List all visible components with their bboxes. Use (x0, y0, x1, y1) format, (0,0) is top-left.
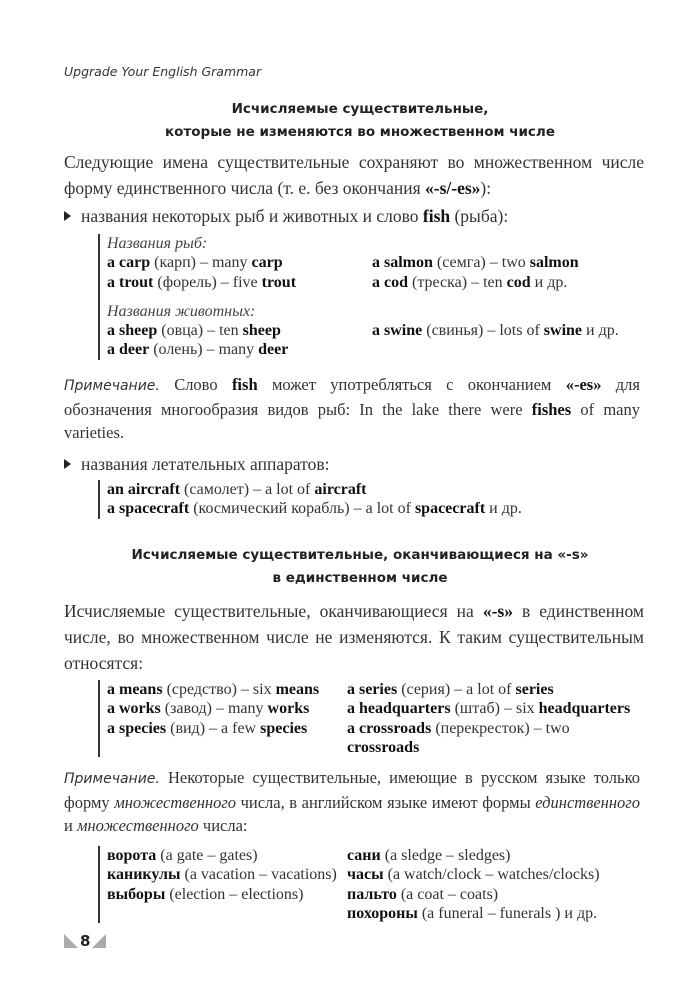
example-cell (347, 846, 510, 865)
example-row (107, 480, 522, 499)
bullet-aircraft (64, 452, 329, 476)
text-run: (семга) – two (432, 254, 530, 272)
example-block-s-nouns (98, 680, 630, 757)
text-run: (завод) – many (160, 700, 268, 718)
bullet-triangle-icon (64, 211, 71, 221)
example-cell (347, 738, 419, 757)
bold-term: a means (107, 681, 163, 698)
intro-paragraph-1 (64, 149, 644, 201)
example-cell (107, 499, 522, 518)
bullet-triangle-icon (64, 459, 71, 469)
text-run: (a watch/clock – watches/clocks) (383, 866, 600, 884)
example-cell (107, 885, 347, 904)
bold-term: works (267, 700, 310, 718)
example-block-plural-only (98, 846, 600, 923)
text-run: (серия) – a lot of (397, 681, 516, 698)
example-cell (107, 865, 347, 884)
example-row (107, 846, 600, 865)
bold-term: a sheep (107, 322, 158, 340)
note-1 (64, 373, 640, 444)
example-cell (347, 885, 498, 904)
bold-term: a deer (107, 341, 150, 359)
text-run: в единственном числе, во множественном числе не изменяются. К таким существительным относятся: (64, 601, 645, 673)
example-cell (107, 699, 347, 718)
example-cell (107, 253, 372, 272)
bold-term: deer (258, 341, 289, 359)
bold-term: a carp (107, 254, 151, 272)
text-run: ): (480, 178, 492, 198)
example-row (107, 273, 619, 292)
bold-term: ворота (107, 847, 157, 864)
bold-term: swine (543, 322, 583, 340)
example-row (107, 865, 600, 884)
example-block-aircraft (98, 480, 522, 519)
text-run: (средство) – six (162, 681, 276, 698)
bold-term: «-s/-es» (425, 178, 481, 198)
example-cell (372, 253, 579, 272)
page-corner-right-icon (92, 934, 106, 948)
section-heading-1 (60, 98, 660, 144)
example-row (107, 340, 619, 359)
bold-term: trout (261, 273, 297, 291)
text-run: Исчисляемые существительные, оканчивающиеся на (64, 601, 483, 621)
note-label: Примечание. (64, 771, 160, 787)
bold-term: каникулы (107, 866, 181, 884)
bold-term: часы (347, 866, 384, 884)
example-row (107, 885, 600, 904)
bold-term: пальто (347, 885, 397, 903)
bold-term: species (260, 719, 308, 737)
text-run: (перекресток) – two (431, 719, 570, 737)
example-block-fish (98, 234, 619, 360)
text-run: (олень) – many (149, 341, 259, 359)
bold-term: a trout (107, 273, 154, 291)
example-cell (372, 321, 619, 340)
bold-term: salmon (529, 254, 579, 272)
example-row (107, 680, 630, 699)
example-cell (107, 738, 347, 757)
bold-term: fish (422, 206, 451, 226)
example-row (107, 699, 630, 718)
section-heading-2 (60, 544, 660, 590)
example-cell (107, 846, 347, 865)
text-run: (космический корабль) – a lot of (189, 500, 415, 518)
text-run: (форель) – five (153, 273, 262, 291)
text-run: и др. (560, 904, 598, 922)
text-run: (овца) – ten (157, 322, 243, 340)
note-label: Примечание. (64, 378, 160, 394)
bold-term: a species (107, 719, 167, 737)
text-run: (самолет) – a lot of (180, 481, 315, 498)
text-run: для обозначения многообразия видов рыб: In the lake there were (64, 375, 640, 419)
caption-animals: Названия животных: (107, 302, 256, 320)
bold-term: fishes (531, 400, 572, 419)
bold-term: a series (347, 681, 398, 698)
text-run: (a coat – coats) (396, 885, 499, 903)
bold-term: sheep (242, 322, 281, 340)
example-cell (347, 699, 630, 718)
example-cell (347, 904, 597, 923)
page-number-text: 8 (80, 932, 91, 950)
text-run: (a vacation – vacations) (180, 866, 337, 884)
text-run: множественного (76, 816, 199, 835)
example-cell (107, 273, 372, 292)
text-run: числа: (198, 816, 248, 835)
text-run: и (64, 816, 77, 835)
bold-term: fish (231, 375, 258, 394)
bold-term: means (275, 681, 320, 698)
text-run: (a funeral – funerals ) (417, 904, 561, 922)
example-cell (107, 321, 372, 340)
bold-term: cod (506, 273, 531, 291)
text-run: названия летательных аппаратов: (81, 454, 330, 474)
bold-term: a spacecraft (107, 500, 190, 518)
text-run: Следующие имена существительные сохраняют во множественном числе форму единственного числа (т. е. без окончания (64, 152, 644, 198)
bold-term: «-es» (565, 375, 602, 394)
text-run: (свинья) – lots of (422, 322, 544, 340)
bold-term: an aircraft (107, 481, 181, 498)
bullet-text (81, 454, 329, 474)
example-cell (347, 719, 570, 738)
note-2 (64, 766, 640, 837)
example-row (107, 738, 630, 757)
example-cell (107, 680, 347, 699)
text-run: (a gate – gates) (156, 847, 258, 864)
page-corner-left-icon (64, 934, 78, 948)
bold-term: carp (251, 254, 283, 272)
text-run: of many varieties. (64, 400, 640, 442)
text-run: (вид) – a few (166, 719, 261, 737)
example-cell (107, 480, 367, 499)
bold-term: a swine (372, 322, 423, 340)
text-run: названия некоторых рыб и животных и слово (81, 206, 423, 226)
bold-term: a works (107, 700, 161, 718)
text-run: (election – elections) (165, 885, 304, 903)
bullet-fish-animals (64, 204, 508, 228)
bold-term: spacecraft (414, 500, 486, 518)
bold-term: a headquarters (347, 700, 451, 718)
text-run: Слово (159, 375, 232, 394)
bold-term: сани (347, 847, 381, 864)
text-run: (a sledge – sledges) (380, 847, 511, 864)
bold-term: похороны (347, 904, 418, 922)
text-run: и др. (530, 273, 568, 291)
text-run: единственного (535, 793, 640, 812)
example-row (107, 321, 619, 340)
heading-line: в единственном числе (272, 570, 448, 586)
bold-term: headquarters (538, 700, 631, 718)
bold-term: выборы (107, 885, 166, 903)
example-cell (372, 273, 567, 292)
bold-term: crossroads (347, 738, 420, 756)
example-cell (107, 340, 372, 359)
example-row (107, 253, 619, 272)
bullet-text (81, 206, 508, 226)
example-cell (107, 719, 347, 738)
intro-paragraph-2 (64, 598, 644, 676)
bold-term: aircraft (314, 481, 367, 498)
text-run: Некоторые существительные, имеющие в русском языке только форму (64, 768, 640, 812)
bold-term: a salmon (372, 254, 433, 272)
text-run: (рыба): (450, 206, 509, 226)
example-row (107, 904, 600, 923)
caption-fish: Названия рыб: (107, 235, 208, 252)
text-run: множественного (114, 793, 237, 812)
example-cell (347, 865, 600, 884)
text-run: может употребляться с окончанием (257, 375, 566, 394)
example-cell (107, 904, 347, 923)
bold-term: a cod (372, 273, 408, 291)
page-number (64, 932, 106, 950)
heading-line: Исчисляемые существительные, оканчивающиеся на «-s» (131, 547, 589, 563)
bold-term: a crossroads (347, 719, 432, 737)
text-run: числа, в английском языке имеют формы (236, 793, 536, 812)
example-row (107, 499, 522, 518)
example-row (107, 719, 630, 738)
text-run: и др. (485, 500, 522, 518)
text-run: (треска) – ten (408, 273, 507, 291)
heading-line: которые не изменяются во множественном числе (165, 124, 555, 140)
bold-term: «-s» (482, 601, 513, 621)
text-run: (штаб) – six (450, 700, 539, 718)
text-run: и др. (582, 322, 619, 340)
running-header: Upgrade Your English Grammar (64, 64, 262, 79)
heading-line: Исчисляемые существительные, (231, 101, 489, 117)
example-cell (347, 680, 554, 699)
bold-term: series (515, 681, 554, 698)
text-run: (карп) – many (150, 254, 252, 272)
